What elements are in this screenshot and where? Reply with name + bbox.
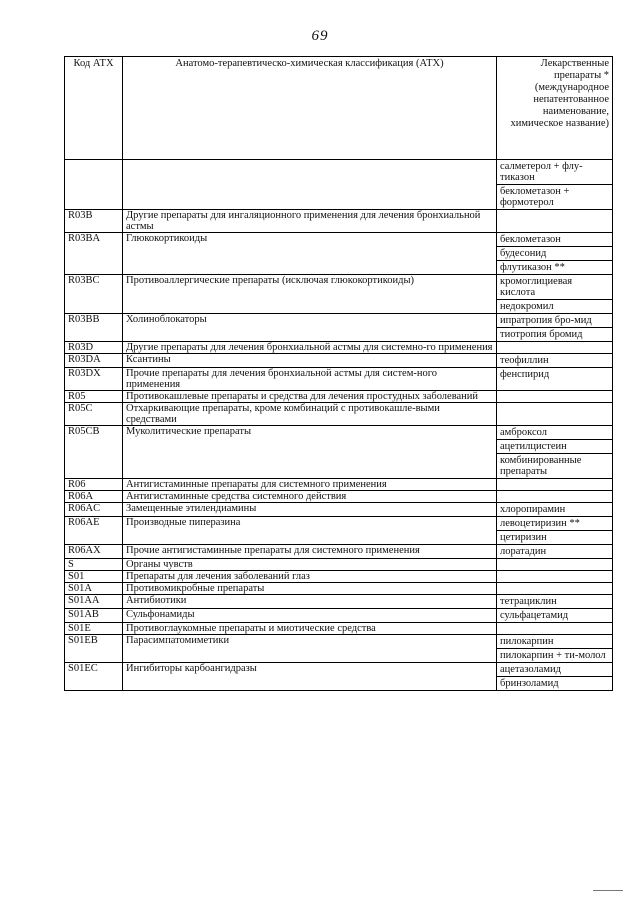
atc-code-cell: S01E bbox=[65, 623, 123, 635]
classification-name-cell: Прочие антигистаминные препараты для системного применения bbox=[123, 545, 497, 559]
drug-name: цетиризин bbox=[497, 530, 612, 544]
table-header-row bbox=[65, 57, 613, 160]
atc-code-cell: S bbox=[65, 559, 123, 571]
drug-name: тиотропия бромид bbox=[497, 327, 612, 341]
drugs-cell bbox=[497, 503, 613, 517]
classification-name-cell: Парасимпатомиметики bbox=[123, 635, 497, 663]
atc-classification-table bbox=[64, 56, 613, 691]
atc-code-cell: R06A bbox=[65, 491, 123, 503]
classification-name-cell: Органы чувств bbox=[123, 559, 497, 571]
table-row bbox=[65, 663, 613, 691]
drug-name: кромоглициевая кислота bbox=[500, 276, 573, 298]
atc-code-cell: R06AX bbox=[65, 545, 123, 559]
table-row bbox=[65, 479, 613, 491]
atc-code-cell: S01EC bbox=[65, 663, 123, 691]
table-row bbox=[65, 583, 613, 595]
classification-name-cell: Другие препараты для ингаляционного применения для лечения бронхиальной астмы bbox=[123, 210, 497, 233]
table-body bbox=[65, 160, 613, 691]
drugs-cell bbox=[497, 160, 613, 210]
classification-name-cell: Холиноблокаторы bbox=[123, 314, 497, 342]
classification-name-cell: Противомикробные препараты bbox=[123, 583, 497, 595]
table-row bbox=[65, 426, 613, 479]
atc-code-cell: R03BB bbox=[65, 314, 123, 342]
atc-code-cell: S01 bbox=[65, 571, 123, 583]
atc-code-cell: R03BC bbox=[65, 275, 123, 314]
classification-name-cell bbox=[123, 160, 497, 210]
drug-name: флутиказон ** bbox=[497, 260, 612, 274]
drug-name: амброксол bbox=[500, 427, 547, 438]
table-row bbox=[65, 160, 613, 210]
atc-code-cell: S01AB bbox=[65, 609, 123, 623]
atc-code-cell bbox=[65, 160, 123, 210]
drugs-cell bbox=[497, 623, 613, 635]
table-row bbox=[65, 275, 613, 314]
atc-code-cell: R03BA bbox=[65, 233, 123, 275]
drug-name: пилокарпин + ти-молол bbox=[497, 648, 612, 662]
atc-code-cell: S01EB bbox=[65, 635, 123, 663]
drugs-cell bbox=[497, 491, 613, 503]
drugs-cell bbox=[497, 391, 613, 403]
drug-name: беклометазон + формотерол bbox=[497, 184, 612, 209]
classification-name-cell: Препараты для лечения заболеваний глаз bbox=[123, 571, 497, 583]
table-row bbox=[65, 391, 613, 403]
classification-name-cell: Антигистаминные средства системного действия bbox=[123, 491, 497, 503]
atc-code-cell: R03DX bbox=[65, 368, 123, 391]
classification-name-cell: Производные пиперазина bbox=[123, 517, 497, 545]
table-row bbox=[65, 503, 613, 517]
drugs-cell bbox=[497, 583, 613, 595]
drugs-cell bbox=[497, 571, 613, 583]
drug-name: фенспирид bbox=[500, 369, 550, 380]
atc-code-cell: R03DA bbox=[65, 354, 123, 368]
classification-name-cell: Отхаркивающие препараты, кроме комбинаций с противокашле-выми средствами bbox=[123, 403, 497, 426]
table-row bbox=[65, 233, 613, 275]
drugs-cell bbox=[497, 559, 613, 571]
drugs-cell bbox=[497, 403, 613, 426]
atc-code-cell: S01AA bbox=[65, 595, 123, 609]
classification-name-cell: Ингибиторы карбоангидразы bbox=[123, 663, 497, 691]
classification-name-cell: Ксантины bbox=[123, 354, 497, 368]
drug-name: тетрациклин bbox=[500, 596, 557, 607]
drugs-cell bbox=[497, 426, 613, 479]
drugs-cell bbox=[497, 354, 613, 368]
drugs-cell bbox=[497, 635, 613, 663]
table-row bbox=[65, 571, 613, 583]
classification-name-cell: Антигистаминные препараты для системного применения bbox=[123, 479, 497, 491]
footer-rule bbox=[593, 890, 623, 891]
page-number: 69 bbox=[311, 28, 329, 44]
drug-name: салметерол + флу-тиказон bbox=[500, 161, 583, 183]
table-row bbox=[65, 559, 613, 571]
classification-name-cell: Противокашлевые препараты и средства для лечения простудных заболеваний bbox=[123, 391, 497, 403]
drugs-cell bbox=[497, 233, 613, 275]
drugs-cell bbox=[497, 368, 613, 391]
drug-name: ацетилцистеин bbox=[497, 439, 612, 453]
table-row bbox=[65, 354, 613, 368]
atc-code-cell: R03B bbox=[65, 210, 123, 233]
drug-name: лоратадин bbox=[500, 546, 547, 557]
drug-name: левоцетиризин ** bbox=[500, 518, 580, 529]
classification-name-cell: Антибиотики bbox=[123, 595, 497, 609]
atc-code-cell: R05CB bbox=[65, 426, 123, 479]
drug-name: недокромил bbox=[497, 299, 612, 313]
drug-name: пилокарпин bbox=[500, 636, 554, 647]
table-row bbox=[65, 342, 613, 354]
drugs-cell bbox=[497, 545, 613, 559]
classification-name-cell: Прочие препараты для лечения бронхиальной астмы для систем-ного применения bbox=[123, 368, 497, 391]
classification-name-cell: Замещенные этилендиамины bbox=[123, 503, 497, 517]
table-row bbox=[65, 517, 613, 545]
table-row bbox=[65, 368, 613, 391]
header-code: Код АТХ bbox=[65, 57, 123, 160]
drug-name: ипратропия бро-мид bbox=[500, 315, 592, 326]
drug-name: теофиллин bbox=[500, 355, 549, 366]
atc-code-cell: R06 bbox=[65, 479, 123, 491]
table-row bbox=[65, 403, 613, 426]
drug-name: бринзоламид bbox=[497, 676, 612, 690]
atc-code-cell: R06AC bbox=[65, 503, 123, 517]
atc-code-cell: R03D bbox=[65, 342, 123, 354]
drugs-cell bbox=[497, 275, 613, 314]
atc-code-cell: S01A bbox=[65, 583, 123, 595]
atc-code-cell: R05 bbox=[65, 391, 123, 403]
classification-name-cell: Другие препараты для лечения бронхиальной астмы для системно-го применения bbox=[123, 342, 497, 354]
table-row bbox=[65, 609, 613, 623]
drugs-cell bbox=[497, 210, 613, 233]
classification-name-cell: Глюкокортикоиды bbox=[123, 233, 497, 275]
table-row bbox=[65, 210, 613, 233]
table-row bbox=[65, 545, 613, 559]
table-row bbox=[65, 491, 613, 503]
drug-name: хлоропирамин bbox=[500, 504, 566, 515]
drugs-cell bbox=[497, 479, 613, 491]
drugs-cell bbox=[497, 342, 613, 354]
table-row bbox=[65, 635, 613, 663]
header-drugs: Лекарственные препараты * (международное непатентованное наименование, химическое название) bbox=[497, 57, 613, 160]
drugs-cell bbox=[497, 609, 613, 623]
drug-name: беклометазон bbox=[500, 234, 561, 245]
atc-code-cell: R06AE bbox=[65, 517, 123, 545]
drug-name: сульфацетамид bbox=[500, 610, 569, 621]
classification-name-cell: Противоаллергические препараты (исключая глюкокортикоиды) bbox=[123, 275, 497, 314]
classification-name-cell: Сульфонамиды bbox=[123, 609, 497, 623]
drugs-cell bbox=[497, 314, 613, 342]
atc-code-cell: R05C bbox=[65, 403, 123, 426]
drug-name: будесонид bbox=[497, 246, 612, 260]
header-classification: Анатомо-терапевтическо-химическая классификация (АТХ) bbox=[123, 57, 497, 160]
classification-name-cell: Муколитические препараты bbox=[123, 426, 497, 479]
table-row bbox=[65, 314, 613, 342]
drug-name: комбинированные препараты bbox=[497, 453, 612, 478]
drug-name: ацетазоламид bbox=[500, 664, 562, 675]
table-row bbox=[65, 623, 613, 635]
drugs-cell bbox=[497, 663, 613, 691]
classification-name-cell: Противоглаукомные препараты и миотические средства bbox=[123, 623, 497, 635]
drugs-cell bbox=[497, 595, 613, 609]
table-row bbox=[65, 595, 613, 609]
drugs-cell bbox=[497, 517, 613, 545]
